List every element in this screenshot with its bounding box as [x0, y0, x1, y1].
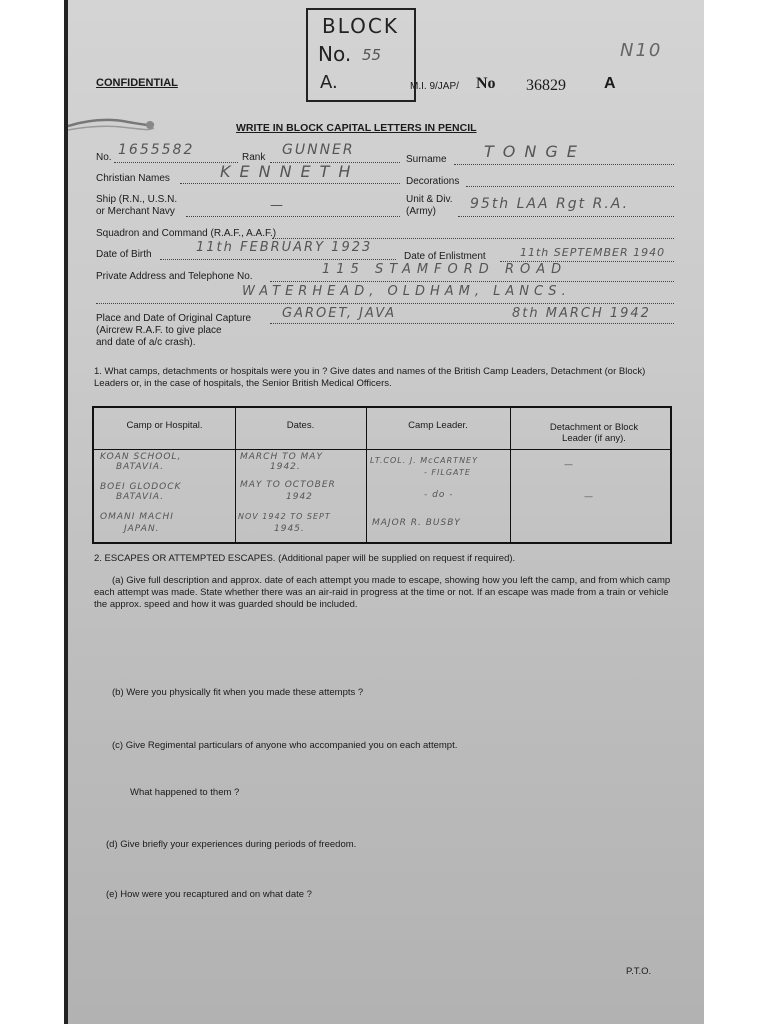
row-2-dates-2: 1942: [286, 492, 313, 502]
question-1: 1. What camps, detachments or hospitals were you in ? Give dates and names of the British Camp Leaders, Detachment (or Block) Leaders or, in the case of hospitals, the Senior British Medical Officers.: [94, 366, 646, 389]
table-header-rule: [94, 449, 670, 450]
row-2-detachment: —: [584, 492, 594, 502]
row-1-leader-2: - FILGATE: [424, 468, 471, 477]
capture-label-2: (Aircrew R.A.F. to give place: [96, 325, 222, 336]
dob-label: Date of Birth: [96, 249, 152, 260]
dob-line: [160, 259, 396, 260]
ref-suffix: A: [604, 75, 616, 92]
decorations-label: Decorations: [406, 176, 460, 187]
row-2-dates-1: MAY TO OCTOBER: [240, 480, 336, 490]
question-2c-followup: What happened to them ?: [130, 787, 240, 798]
header-dates: Dates.: [286, 420, 315, 431]
row-3-camp-1: OMANI MACHI: [100, 512, 174, 522]
unit-value: 95th LAA Rgt R.A.: [470, 196, 630, 212]
rank-value: GUNNER: [282, 142, 355, 158]
row-2-camp-2: BATAVIA.: [116, 492, 165, 502]
rank-label: Rank: [242, 152, 266, 163]
christian-names-value: KENNETH: [220, 162, 360, 181]
row-3-dates-1: NOV 1942 TO SEPT: [238, 512, 331, 521]
header-camp: Camp or Hospital.: [126, 420, 203, 431]
row-3-dates-2: 1945.: [274, 524, 305, 534]
row-3-camp-2: JAPAN.: [124, 524, 160, 534]
row-1-dates-1: MARCH TO MAY: [240, 452, 323, 462]
header-detachment: Detachment or Block Leader (if any).: [549, 422, 639, 444]
capture-label-3: and date of a/c crash).: [96, 337, 196, 348]
ship-value: —: [270, 198, 285, 213]
squadron-line: [272, 238, 674, 239]
christian-names-label: Christian Names: [96, 173, 170, 184]
stamp-line-3: A.: [320, 72, 338, 93]
ship-label-1: Ship (R.N., U.S.N.: [96, 194, 178, 205]
header-camp-leader: Camp Leader.: [408, 420, 468, 431]
capture-line: [270, 323, 674, 324]
no-label: No.: [96, 152, 112, 163]
corner-note: N10: [620, 40, 663, 61]
ref-number: 36829: [526, 77, 566, 94]
squadron-label: Squadron and Command (R.A.F., A.A.F.): [96, 228, 277, 239]
enlistment-value: 11th SEPTEMBER 1940: [520, 246, 666, 259]
ref-prefix: M.I. 9/JAP/: [410, 81, 459, 92]
no-value: 1655582: [118, 142, 195, 158]
address-value-2: WATERHEAD, OLDHAM, LANCS.: [242, 284, 571, 299]
christian-names-line: [180, 183, 400, 184]
row-1-camp-1: KOAN SCHOOL,: [100, 452, 182, 462]
question-2d: (d) Give briefly your experiences during periods of freedom.: [106, 839, 357, 850]
row-1-camp-2: BATAVIA.: [116, 462, 165, 472]
pto-label: P.T.O.: [626, 966, 652, 977]
question-2b: (b) Were you physically fit when you made these attempts ?: [112, 687, 364, 698]
unit-label-1: Unit & Div.: [406, 194, 453, 205]
stamp-line-2: No.: [318, 42, 352, 66]
capture-date: 8th MARCH 1942: [512, 306, 651, 321]
ship-line: [186, 216, 400, 217]
table-divider-3: [510, 408, 511, 542]
stamp-line-1: BLOCK: [322, 14, 399, 38]
address-line-1: [270, 281, 674, 282]
row-3-leader-1: MAJOR R. BUSBY: [372, 518, 461, 528]
surname-label: Surname: [406, 154, 447, 165]
row-1-detachment: —: [564, 460, 574, 470]
enlistment-label: Date of Enlistment: [404, 251, 486, 262]
row-2-leader-1: - do -: [424, 490, 454, 500]
stamp-number: 55: [362, 46, 382, 64]
ref-no-label: No: [476, 75, 496, 92]
dob-value: 11th FEBRUARY 1923: [196, 240, 373, 255]
surname-line: [454, 164, 674, 165]
surname-value: TONGE: [484, 142, 586, 161]
ship-label-2: or Merchant Navy: [96, 206, 175, 217]
capture-place: GAROET, JAVA: [282, 306, 397, 321]
capture-label-1: Place and Date of Original Capture: [96, 313, 252, 324]
unit-label-2: (Army): [406, 206, 436, 217]
question-2c: (c) Give Regimental particulars of anyone who accompanied you on each attempt.: [112, 740, 458, 751]
row-2-camp-1: BOEI GLODOCK: [100, 482, 182, 492]
decorations-line: [466, 186, 674, 187]
question-2a: (a) Give full description and approx. date of each attempt you made to escape, showing how you left the camp, and from which camp each attempt was made. State whether there was an air-raid in progress at the time or not. If an escape was made from a train or vehicle the approx. speed and how it was guarded should be included.: [94, 575, 671, 610]
tag-string: [68, 116, 156, 140]
block-stamp: [306, 8, 416, 102]
row-1-leader-1: LT.COL. J. McCARTNEY: [370, 456, 478, 465]
row-1-dates-2: 1942.: [270, 462, 301, 472]
instruction-heading: WRITE IN BLOCK CAPITAL LETTERS IN PENCIL: [236, 122, 477, 134]
confidential-label: CONFIDENTIAL: [96, 77, 178, 89]
address-label: Private Address and Telephone No.: [96, 271, 253, 282]
unit-line: [458, 216, 674, 217]
address-line-2: [96, 303, 674, 304]
question-2e: (e) How were you recaptured and on what date ?: [106, 889, 312, 900]
camps-table: [92, 406, 672, 544]
question-2-heading: 2. ESCAPES OR ATTEMPTED ESCAPES. (Additional paper will be supplied on request if required).: [94, 553, 516, 564]
address-value-1: 115 STAMFORD ROAD: [322, 262, 568, 277]
